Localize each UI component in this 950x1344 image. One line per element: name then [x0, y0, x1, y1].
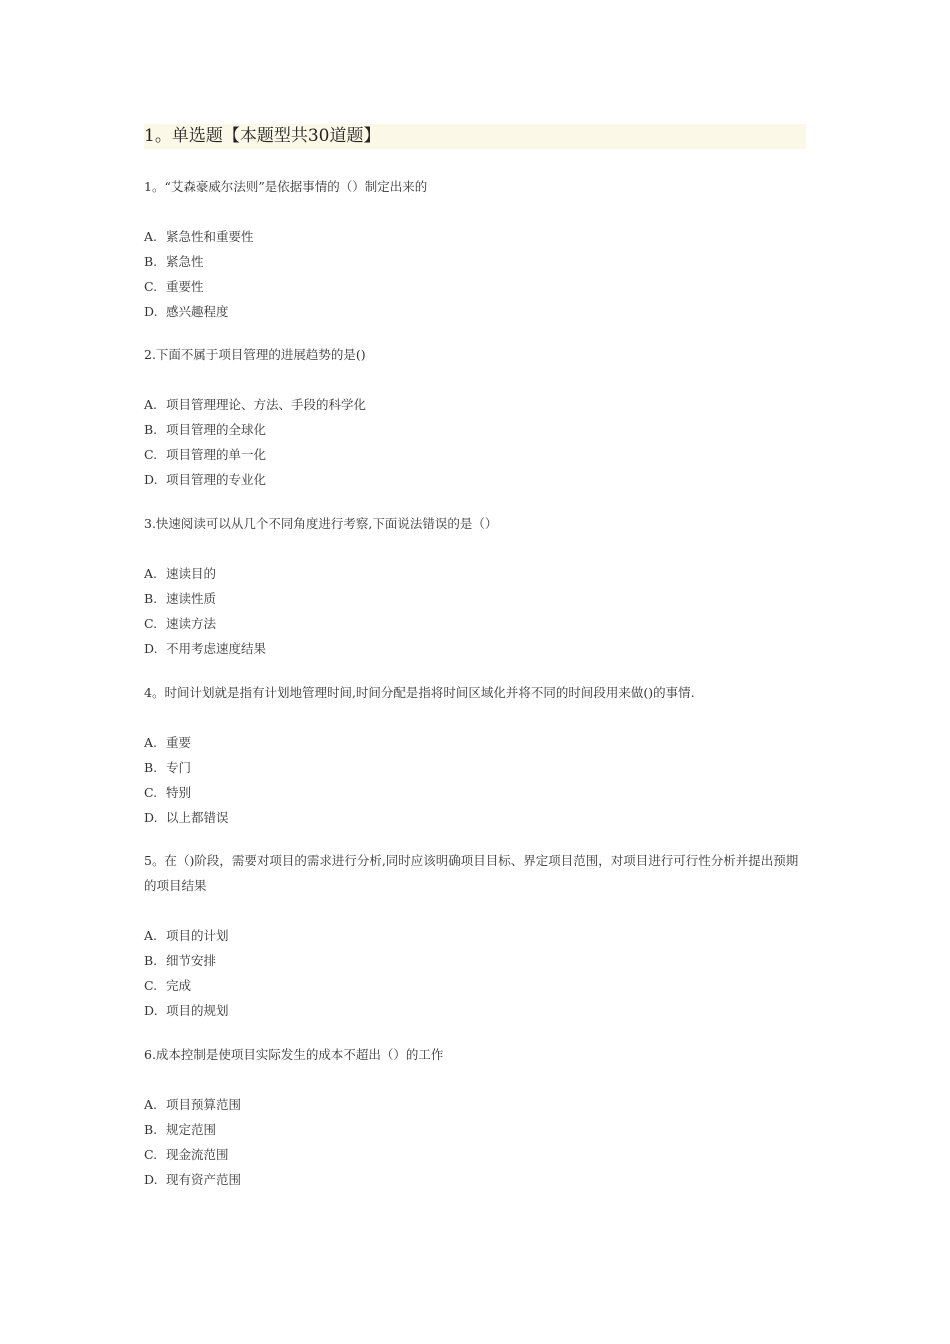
option-d: [144, 805, 806, 830]
option-letter: D.: [144, 472, 158, 487]
option-list: [144, 392, 806, 492]
option-d: [144, 636, 806, 661]
option-letter: D.: [144, 641, 158, 656]
option-text: 速读目的: [166, 566, 217, 581]
option-text: 以上都错误: [166, 810, 229, 825]
option-letter: B.: [144, 422, 158, 437]
option-b: [144, 948, 806, 973]
option-letter: A.: [144, 1097, 158, 1112]
option-list: [144, 224, 806, 324]
question-5: [144, 848, 806, 1023]
option-text: 现金流范围: [166, 1147, 229, 1162]
option-c: [144, 780, 806, 805]
option-text: 速读性质: [166, 591, 217, 606]
question-3: [144, 511, 806, 661]
option-d: [144, 299, 806, 324]
option-a: [144, 730, 806, 755]
option-letter: D.: [144, 810, 158, 825]
option-letter: D.: [144, 304, 158, 319]
option-c: [144, 973, 806, 998]
option-text: 紧急性: [166, 254, 204, 269]
option-letter: A.: [144, 229, 158, 244]
option-d: [144, 467, 806, 492]
question-stem: 3.快速阅读可以从几个不同角度进行考察,下面说法错误的是（）: [144, 516, 498, 531]
option-text: 完成: [166, 978, 192, 993]
question-stem: 5。在（)阶段，需要对项目的需求进行分析,同时应该明确项目目标、界定项目范围，对项目进行可行性分析并提出预期的项目结果: [144, 853, 799, 893]
option-letter: D.: [144, 1003, 158, 1018]
option-letter: B.: [144, 591, 158, 606]
question-stem: 2.下面不属于项目管理的进展趋势的是(): [144, 347, 366, 362]
option-letter: C.: [144, 616, 158, 631]
option-a: [144, 1092, 806, 1117]
option-c: [144, 274, 806, 299]
option-text: 项目的计划: [166, 928, 229, 943]
option-text: 细节安排: [166, 953, 217, 968]
option-b: [144, 249, 806, 274]
option-d: [144, 998, 806, 1023]
option-list: [144, 561, 806, 661]
option-text: 重要性: [166, 279, 204, 294]
option-c: [144, 611, 806, 636]
option-list: [144, 923, 806, 1023]
option-text: 项目的规划: [166, 1003, 229, 1018]
option-letter: B.: [144, 953, 158, 968]
option-letter: A.: [144, 735, 158, 750]
question-stem: 6.成本控制是使项目实际发生的成本不超出（）的工作: [144, 1047, 444, 1062]
section-title: 1。单选题【本题型共30道题】: [144, 124, 806, 149]
option-letter: C.: [144, 279, 158, 294]
option-b: [144, 417, 806, 442]
option-letter: B.: [144, 254, 158, 269]
option-letter: C.: [144, 785, 158, 800]
option-letter: B.: [144, 1122, 158, 1137]
question-1: [144, 174, 806, 324]
option-text: 速读方法: [166, 616, 217, 631]
option-text: 项目预算范围: [166, 1097, 242, 1112]
option-b: [144, 755, 806, 780]
option-text: 重要: [166, 735, 192, 750]
option-c: [144, 1142, 806, 1167]
question-stem: 4。时间计划就是指有计划地管理时间,时间分配是指将时间区域化并将不同的时间段用来做()的事情.: [144, 685, 695, 700]
option-text: 现有资产范围: [166, 1172, 242, 1187]
option-letter: A.: [144, 397, 158, 412]
option-list: [144, 730, 806, 830]
question-4: [144, 680, 806, 830]
option-a: [144, 392, 806, 417]
option-text: 特别: [166, 785, 192, 800]
option-text: 紧急性和重要性: [166, 229, 254, 244]
option-text: 项目管理的单一化: [166, 447, 267, 462]
option-letter: C.: [144, 1147, 158, 1162]
option-letter: A.: [144, 566, 158, 581]
option-text: 不用考虑速度结果: [166, 641, 267, 656]
option-text: 规定范围: [166, 1122, 217, 1137]
option-text: 项目管理的全球化: [166, 422, 267, 437]
option-b: [144, 1117, 806, 1142]
option-text: 项目管理理论、方法、手段的科学化: [166, 397, 367, 412]
question-6: [144, 1042, 806, 1192]
question-2: [144, 342, 806, 492]
option-d: [144, 1167, 806, 1192]
option-letter: D.: [144, 1172, 158, 1187]
option-letter: A.: [144, 928, 158, 943]
option-letter: C.: [144, 978, 158, 993]
option-letter: C.: [144, 447, 158, 462]
option-a: [144, 224, 806, 249]
option-list: [144, 1092, 806, 1192]
option-letter: B.: [144, 760, 158, 775]
option-b: [144, 586, 806, 611]
option-text: 项目管理的专业化: [166, 472, 267, 487]
option-text: 感兴趣程度: [166, 304, 229, 319]
option-a: [144, 561, 806, 586]
option-text: 专门: [166, 760, 192, 775]
question-stem: 1。“艾森豪威尔法则”是依据事情的（）制定出来的: [144, 179, 428, 194]
option-c: [144, 442, 806, 467]
option-a: [144, 923, 806, 948]
